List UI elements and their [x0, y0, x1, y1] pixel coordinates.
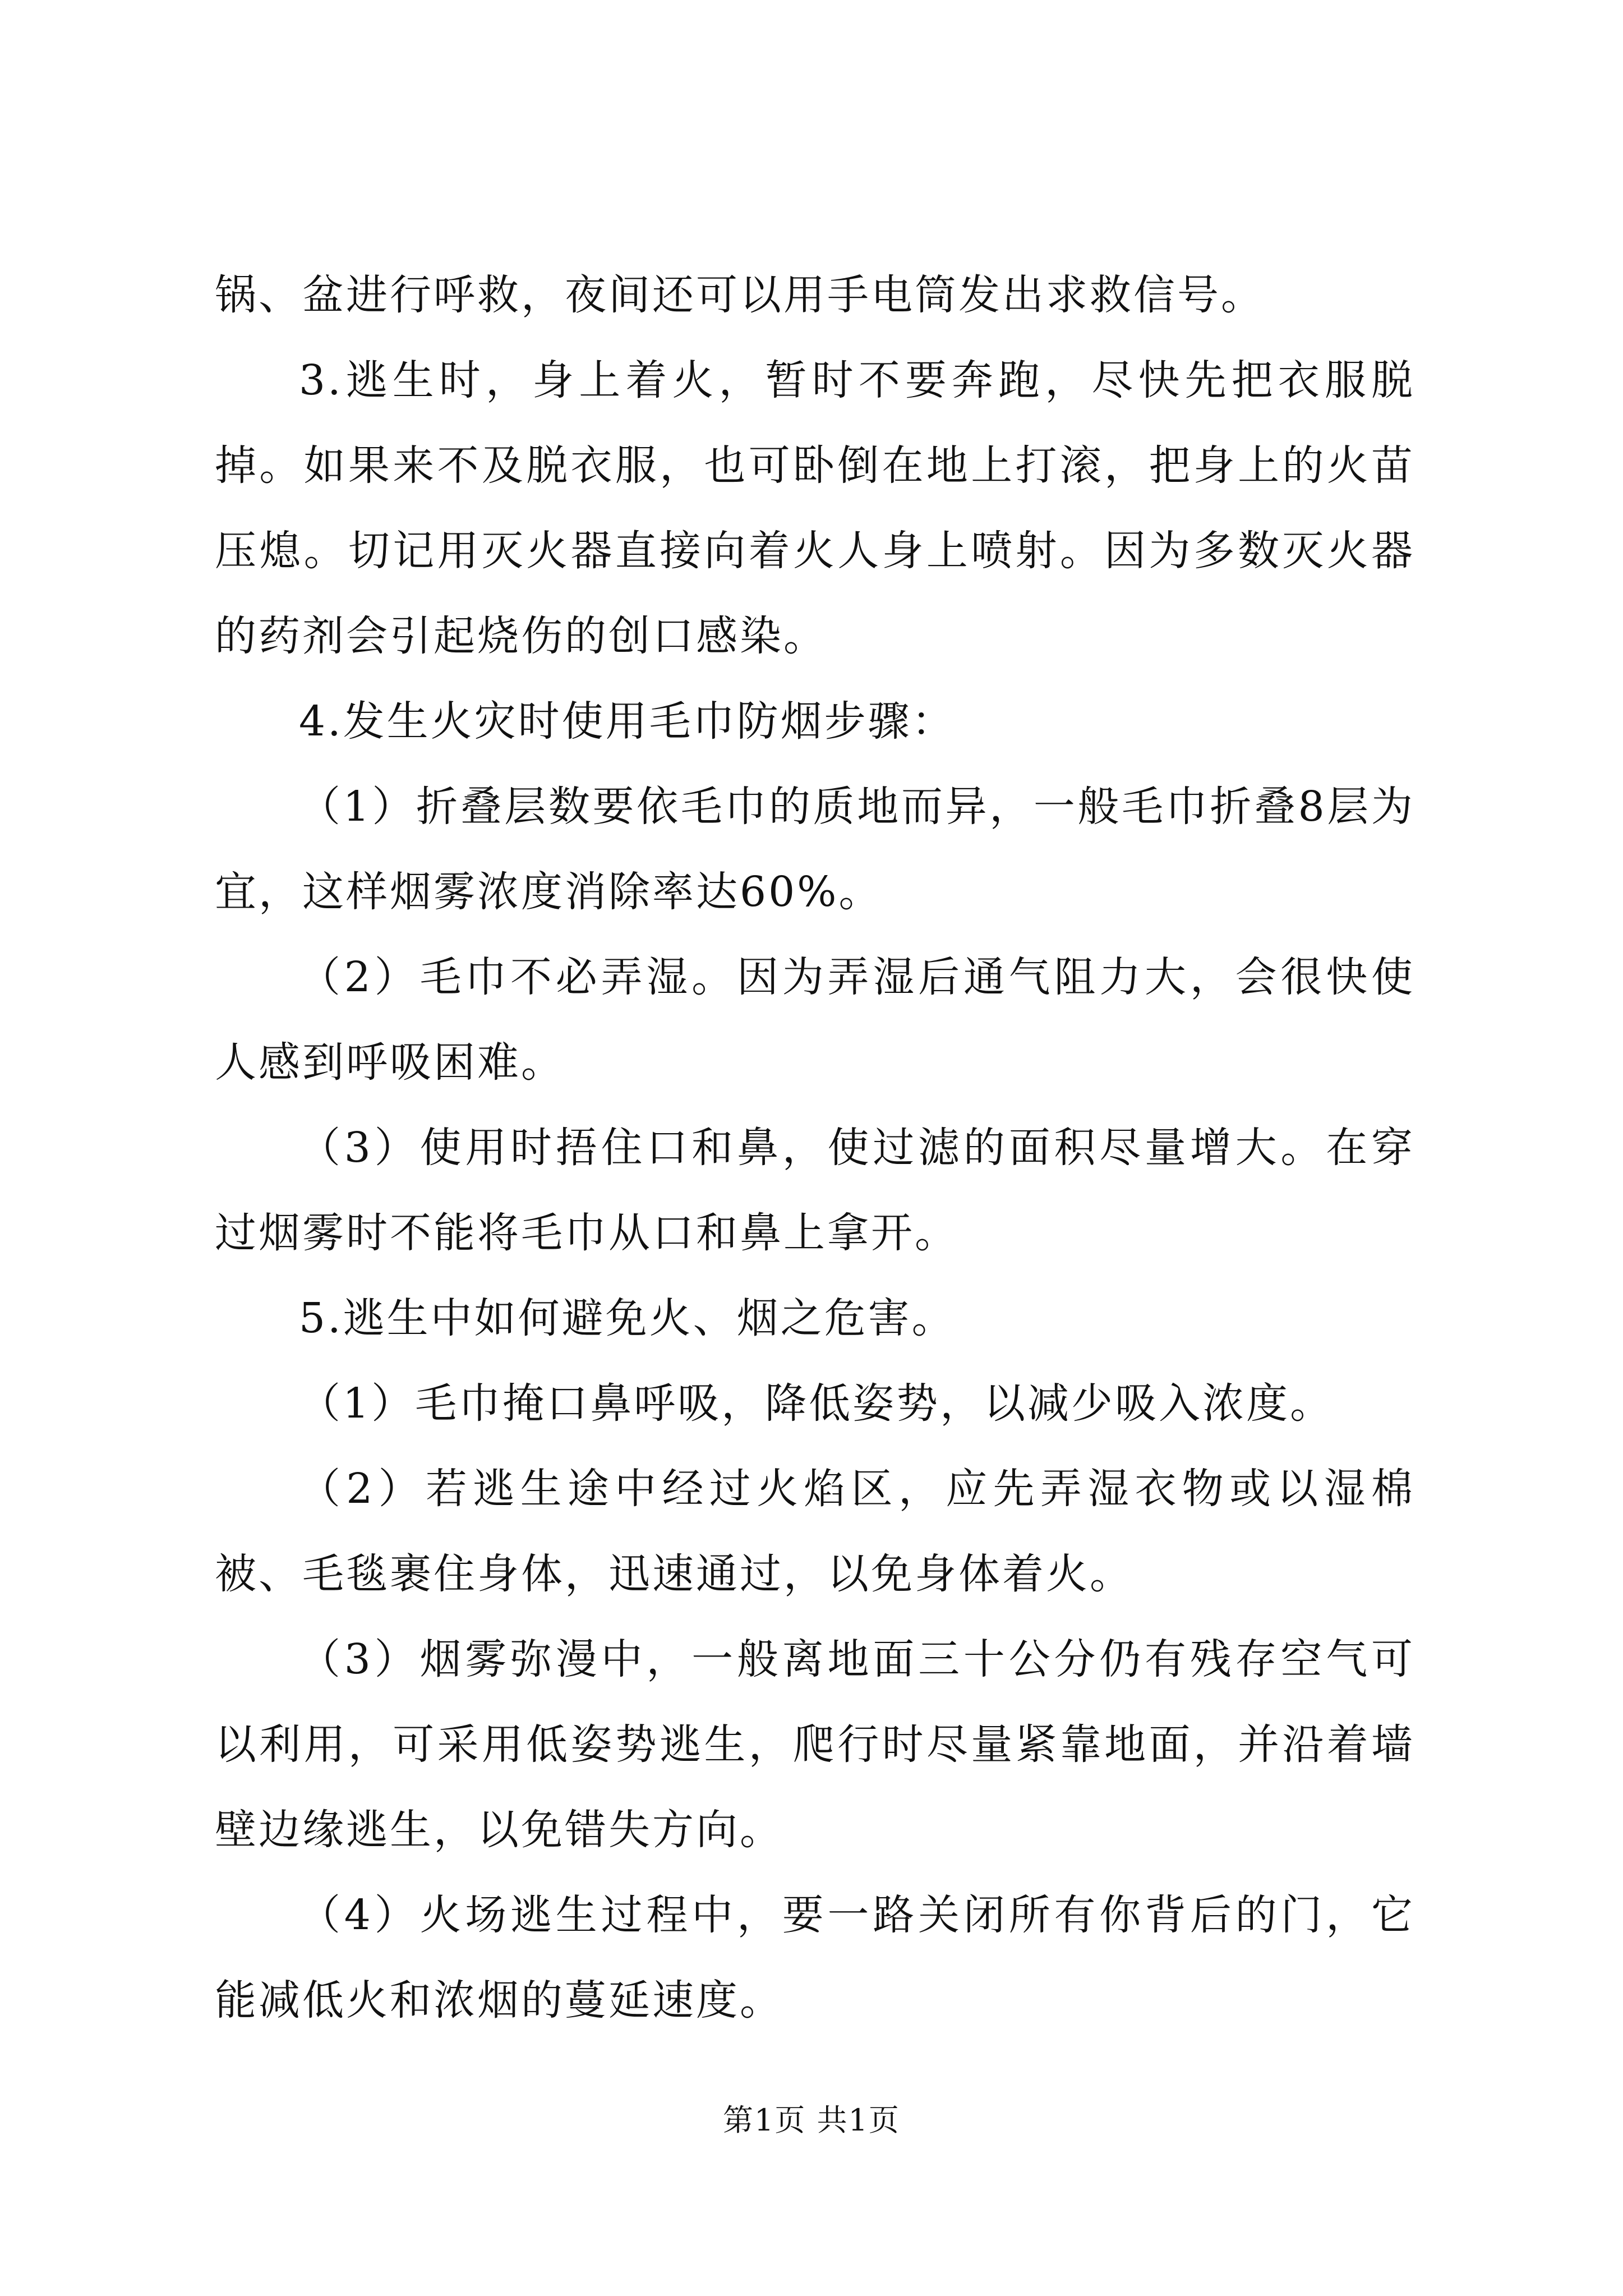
paragraph-item-3: 3.逃生时，身上着火，暂时不要奔跑，尽快先把衣服脱掉。如果来不及脱衣服，也可卧倒在地上打滚，把身上的火苗压熄。切记用灭火器直接向着火人身上喷射。因为多数灭火器的药剂会引起烧伤的创口感染。 — [215, 356, 1415, 660]
paragraph-item-5-4: （4）火场逃生过程中，要一路关闭所有你背后的门，它能减低火和浓烟的蔓延速度。 — [215, 1891, 1415, 2024]
paragraph-continuation: 锅、盆进行呼救，夜间还可以用手电筒发出求救信号。 — [215, 271, 1265, 319]
paragraph-item-4-heading: 4.发生火灾时使用毛巾防烟步骤： — [299, 697, 956, 746]
page-footer: 第1页 共1页 — [723, 2102, 900, 2138]
paragraph-item-4-1: （1）折叠层数要依毛巾的质地而异，一般毛巾折叠8层为宜，这样烟雾浓度消除率达60%。 — [215, 783, 1415, 916]
paragraph-item-4-3: （3）使用时捂住口和鼻，使过滤的面积尽量增大。在穿过烟雾时不能将毛巾从口和鼻上拿开。 — [215, 1124, 1415, 1257]
paragraph-item-5-1: （1）毛巾掩口鼻呼吸，降低姿势，以减少吸入浓度。 — [299, 1379, 1334, 1428]
paragraph-item-5-heading: 5.逃生中如何避免火、烟之危害。 — [299, 1294, 956, 1342]
paragraph-item-5-2: （2）若逃生途中经过火焰区，应先弄湿衣物或以湿棉被、毛毯裹住身体，迅速通过，以免身体着火。 — [215, 1465, 1415, 1598]
document-body — [215, 252, 1415, 2043]
paragraph-item-4-2: （2）毛巾不必弄湿。因为弄湿后通气阻力大，会很快使人感到呼吸困难。 — [215, 953, 1415, 1087]
paragraph-item-5-3: （3）烟雾弥漫中，一般离地面三十公分仍有残存空气可以利用，可采用低姿势逃生，爬行时尽量紧靠地面，并沿着墙壁边缘逃生，以免错失方向。 — [215, 1635, 1415, 1854]
